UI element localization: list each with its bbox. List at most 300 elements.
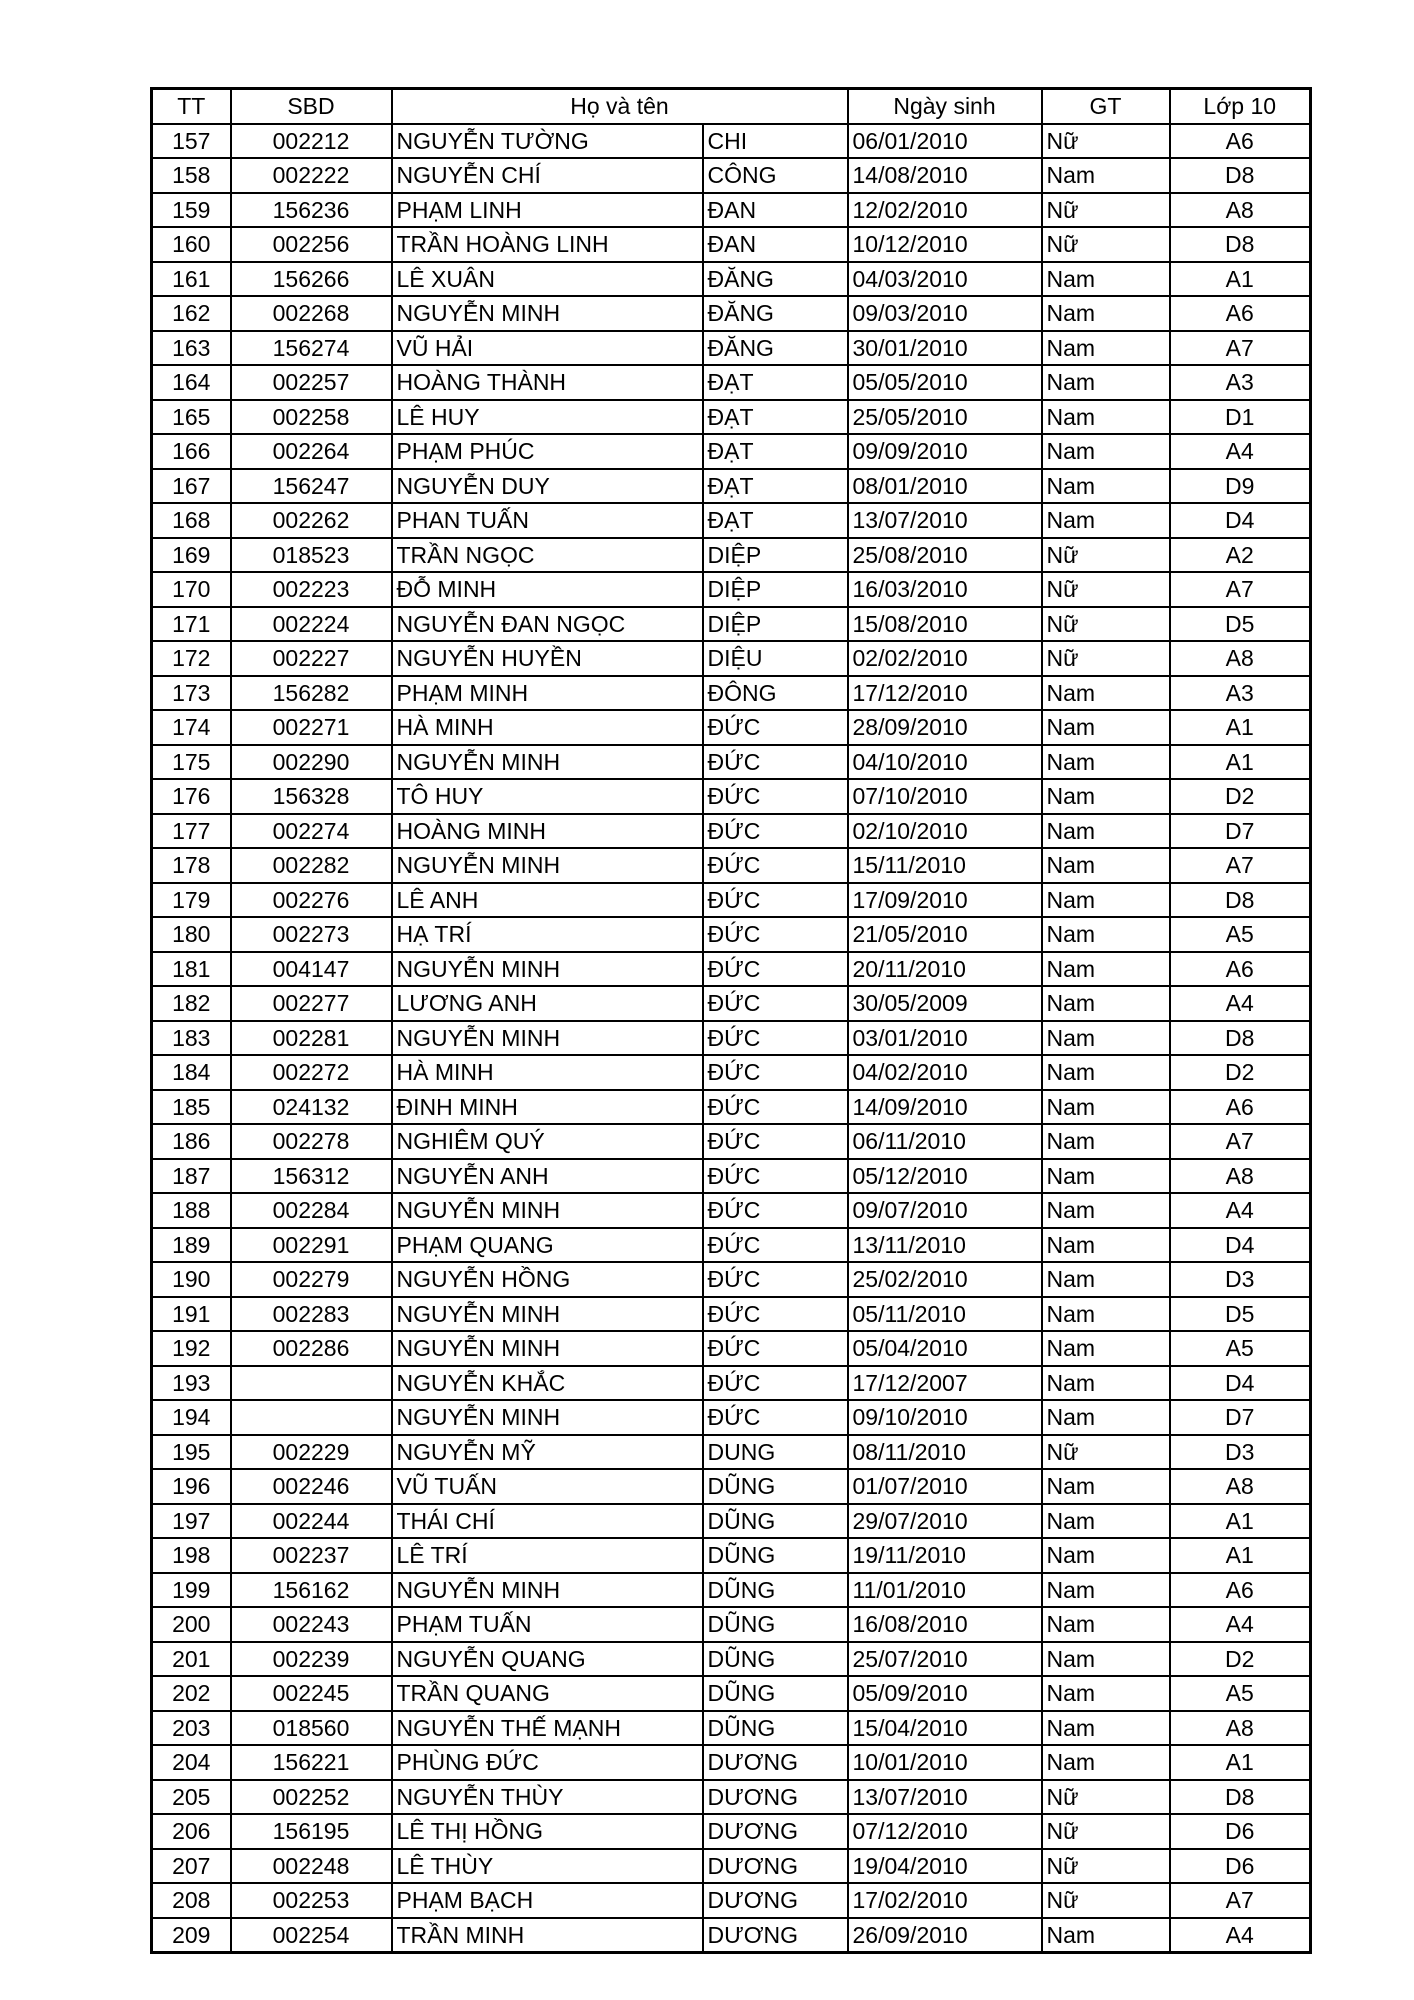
cell-gt: Nam <box>1042 917 1170 952</box>
cell-ngay-sinh: 09/10/2010 <box>848 1400 1042 1435</box>
cell-sbd: 002237 <box>231 1538 392 1573</box>
cell-gt: Nam <box>1042 710 1170 745</box>
cell-ngay-sinh: 19/04/2010 <box>848 1849 1042 1884</box>
cell-ngay-sinh: 05/04/2010 <box>848 1331 1042 1366</box>
cell-lop: D8 <box>1170 883 1311 918</box>
cell-ngay-sinh: 30/05/2009 <box>848 986 1042 1021</box>
table-row <box>152 1780 1311 1815</box>
cell-sbd: 002256 <box>231 227 392 262</box>
cell-tt: 170 <box>152 572 231 607</box>
cell-ten: DŨNG <box>703 1469 848 1504</box>
cell-ten: ĐỨC <box>703 1400 848 1435</box>
cell-tt: 203 <box>152 1711 231 1746</box>
cell-ho: NGUYỄN THẾ MẠNH <box>392 1711 703 1746</box>
cell-gt: Nữ <box>1042 1883 1170 1918</box>
cell-ngay-sinh: 10/12/2010 <box>848 227 1042 262</box>
cell-gt: Nam <box>1042 503 1170 538</box>
cell-tt: 163 <box>152 331 231 366</box>
cell-ho: NGUYỄN MINH <box>392 848 703 883</box>
cell-sbd: 002248 <box>231 1849 392 1884</box>
cell-gt: Nữ <box>1042 641 1170 676</box>
cell-gt: Nữ <box>1042 227 1170 262</box>
cell-ho: NGUYỄN MINH <box>392 296 703 331</box>
cell-ten: ĐÔNG <box>703 676 848 711</box>
cell-sbd: 002246 <box>231 1469 392 1504</box>
cell-ngay-sinh: 26/09/2010 <box>848 1918 1042 1953</box>
cell-ten: ĐỨC <box>703 1055 848 1090</box>
table-row <box>152 952 1311 987</box>
cell-lop: A4 <box>1170 1193 1311 1228</box>
cell-tt: 161 <box>152 262 231 297</box>
cell-lop: A8 <box>1170 1469 1311 1504</box>
cell-ten: ĐỨC <box>703 1159 848 1194</box>
cell-ten: ĐẠT <box>703 365 848 400</box>
cell-tt: 179 <box>152 883 231 918</box>
cell-ho: LÊ THỊ HỒNG <box>392 1814 703 1849</box>
cell-ngay-sinh: 16/08/2010 <box>848 1607 1042 1642</box>
cell-sbd: 002281 <box>231 1021 392 1056</box>
cell-ngay-sinh: 02/02/2010 <box>848 641 1042 676</box>
cell-gt: Nam <box>1042 296 1170 331</box>
cell-ngay-sinh: 07/10/2010 <box>848 779 1042 814</box>
cell-ngay-sinh: 29/07/2010 <box>848 1504 1042 1539</box>
table-row <box>152 1538 1311 1573</box>
cell-gt: Nam <box>1042 745 1170 780</box>
cell-tt: 168 <box>152 503 231 538</box>
table-row <box>152 779 1311 814</box>
table-row <box>152 1849 1311 1884</box>
cell-ten: ĐẠT <box>703 434 848 469</box>
cell-sbd: 002253 <box>231 1883 392 1918</box>
cell-tt: 160 <box>152 227 231 262</box>
cell-ho: NGUYỄN MINH <box>392 952 703 987</box>
cell-sbd: 156221 <box>231 1745 392 1780</box>
cell-tt: 209 <box>152 1918 231 1953</box>
cell-ten: ĐỨC <box>703 710 848 745</box>
cell-ngay-sinh: 09/07/2010 <box>848 1193 1042 1228</box>
cell-lop: D4 <box>1170 1366 1311 1401</box>
cell-gt: Nam <box>1042 1297 1170 1332</box>
cell-lop: D9 <box>1170 469 1311 504</box>
cell-gt: Nam <box>1042 400 1170 435</box>
cell-tt: 199 <box>152 1573 231 1608</box>
cell-sbd: 002272 <box>231 1055 392 1090</box>
cell-gt: Nam <box>1042 1607 1170 1642</box>
table-row <box>152 262 1311 297</box>
cell-tt: 204 <box>152 1745 231 1780</box>
cell-ten: ĐỨC <box>703 1228 848 1263</box>
cell-ngay-sinh: 14/08/2010 <box>848 158 1042 193</box>
cell-lop: A7 <box>1170 1124 1311 1159</box>
cell-sbd: 002257 <box>231 365 392 400</box>
cell-sbd: 156312 <box>231 1159 392 1194</box>
cell-sbd: 002252 <box>231 1780 392 1815</box>
cell-sbd: 002222 <box>231 158 392 193</box>
cell-gt: Nam <box>1042 1090 1170 1125</box>
cell-tt: 193 <box>152 1366 231 1401</box>
cell-lop: D2 <box>1170 1642 1311 1677</box>
cell-lop: A7 <box>1170 848 1311 883</box>
cell-tt: 159 <box>152 193 231 228</box>
cell-ngay-sinh: 06/01/2010 <box>848 124 1042 159</box>
table-row <box>152 1607 1311 1642</box>
cell-ho: HẠ TRÍ <box>392 917 703 952</box>
cell-ten: DƯƠNG <box>703 1849 848 1884</box>
table-row <box>152 986 1311 1021</box>
cell-gt: Nam <box>1042 434 1170 469</box>
cell-ten: ĐỨC <box>703 986 848 1021</box>
cell-lop: A1 <box>1170 745 1311 780</box>
cell-sbd: 156282 <box>231 676 392 711</box>
cell-lop: A5 <box>1170 917 1311 952</box>
cell-sbd: 002291 <box>231 1228 392 1263</box>
cell-sbd: 156274 <box>231 331 392 366</box>
cell-gt: Nam <box>1042 1573 1170 1608</box>
cell-ten: DŨNG <box>703 1504 848 1539</box>
cell-ngay-sinh: 13/07/2010 <box>848 1780 1042 1815</box>
cell-gt: Nam <box>1042 469 1170 504</box>
cell-lop: D8 <box>1170 1021 1311 1056</box>
cell-sbd: 002262 <box>231 503 392 538</box>
cell-ngay-sinh: 25/08/2010 <box>848 538 1042 573</box>
cell-ten: ĐỨC <box>703 1021 848 1056</box>
cell-sbd: 002271 <box>231 710 392 745</box>
cell-ten: DŨNG <box>703 1573 848 1608</box>
cell-ngay-sinh: 14/09/2010 <box>848 1090 1042 1125</box>
header-gt: GT <box>1042 89 1170 124</box>
cell-ngay-sinh: 15/11/2010 <box>848 848 1042 883</box>
cell-sbd: 002276 <box>231 883 392 918</box>
cell-sbd: 156195 <box>231 1814 392 1849</box>
cell-sbd: 156247 <box>231 469 392 504</box>
cell-ten: DIỆP <box>703 538 848 573</box>
cell-sbd: 002245 <box>231 1676 392 1711</box>
cell-tt: 192 <box>152 1331 231 1366</box>
cell-ten: ĐỨC <box>703 1124 848 1159</box>
cell-lop: A4 <box>1170 986 1311 1021</box>
cell-gt: Nam <box>1042 1366 1170 1401</box>
cell-ten: DƯƠNG <box>703 1883 848 1918</box>
cell-ho: NGUYỄN KHẮC <box>392 1366 703 1401</box>
cell-ho: NGUYỄN MỸ <box>392 1435 703 1470</box>
cell-ho: HOÀNG MINH <box>392 814 703 849</box>
table-row <box>152 227 1311 262</box>
cell-ho: ĐỖ MINH <box>392 572 703 607</box>
cell-tt: 176 <box>152 779 231 814</box>
cell-ngay-sinh: 04/10/2010 <box>848 745 1042 780</box>
cell-gt: Nam <box>1042 1676 1170 1711</box>
cell-ho: NGUYỄN TƯỜNG <box>392 124 703 159</box>
cell-ten: ĐAN <box>703 227 848 262</box>
cell-gt: Nam <box>1042 1021 1170 1056</box>
cell-sbd: 002227 <box>231 641 392 676</box>
cell-ho: NGUYỄN QUANG <box>392 1642 703 1677</box>
cell-tt: 182 <box>152 986 231 1021</box>
cell-ngay-sinh: 19/11/2010 <box>848 1538 1042 1573</box>
cell-ten: DUNG <box>703 1435 848 1470</box>
cell-gt: Nữ <box>1042 193 1170 228</box>
cell-gt: Nữ <box>1042 1814 1170 1849</box>
cell-ho: PHẠM PHÚC <box>392 434 703 469</box>
cell-gt: Nam <box>1042 952 1170 987</box>
cell-lop: A1 <box>1170 1538 1311 1573</box>
cell-ho: NGUYỄN HỒNG <box>392 1262 703 1297</box>
cell-tt: 205 <box>152 1780 231 1815</box>
cell-ten: DƯƠNG <box>703 1814 848 1849</box>
cell-ho: TRẦN NGỌC <box>392 538 703 573</box>
cell-ten: CÔNG <box>703 158 848 193</box>
cell-ho: NGUYỄN ANH <box>392 1159 703 1194</box>
table-row <box>152 1676 1311 1711</box>
cell-ho: NGUYỄN CHÍ <box>392 158 703 193</box>
cell-lop: D4 <box>1170 1228 1311 1263</box>
table-row <box>152 572 1311 607</box>
cell-sbd: 002224 <box>231 607 392 642</box>
cell-ngay-sinh: 07/12/2010 <box>848 1814 1042 1849</box>
cell-ho: LƯƠNG ANH <box>392 986 703 1021</box>
cell-ho: TÔ HUY <box>392 779 703 814</box>
cell-tt: 196 <box>152 1469 231 1504</box>
cell-tt: 208 <box>152 1883 231 1918</box>
cell-sbd: 024132 <box>231 1090 392 1125</box>
cell-tt: 187 <box>152 1159 231 1194</box>
cell-tt: 166 <box>152 434 231 469</box>
cell-lop: D1 <box>1170 400 1311 435</box>
cell-sbd: 002278 <box>231 1124 392 1159</box>
cell-sbd: 002244 <box>231 1504 392 1539</box>
cell-lop: D6 <box>1170 1814 1311 1849</box>
cell-ngay-sinh: 11/01/2010 <box>848 1573 1042 1608</box>
cell-ho: NGUYỄN MINH <box>392 1297 703 1332</box>
cell-ngay-sinh: 10/01/2010 <box>848 1745 1042 1780</box>
table-row <box>152 503 1311 538</box>
table-row <box>152 469 1311 504</box>
cell-ngay-sinh: 04/03/2010 <box>848 262 1042 297</box>
cell-ngay-sinh: 05/12/2010 <box>848 1159 1042 1194</box>
cell-ho: NGUYỄN MINH <box>392 1400 703 1435</box>
cell-gt: Nữ <box>1042 1780 1170 1815</box>
table-row <box>152 676 1311 711</box>
table-row <box>152 400 1311 435</box>
table-row <box>152 607 1311 642</box>
cell-sbd: 002229 <box>231 1435 392 1470</box>
table-row <box>152 710 1311 745</box>
cell-ten: ĐỨC <box>703 779 848 814</box>
cell-ho: NGUYỄN ĐAN NGỌC <box>392 607 703 642</box>
cell-sbd: 002286 <box>231 1331 392 1366</box>
cell-lop: A7 <box>1170 1883 1311 1918</box>
cell-sbd: 002274 <box>231 814 392 849</box>
cell-gt: Nam <box>1042 1400 1170 1435</box>
cell-sbd: 002268 <box>231 296 392 331</box>
cell-ten: DŨNG <box>703 1711 848 1746</box>
cell-gt: Nam <box>1042 331 1170 366</box>
cell-gt: Nam <box>1042 1055 1170 1090</box>
cell-ten: DƯƠNG <box>703 1745 848 1780</box>
cell-ho: PHẠM MINH <box>392 676 703 711</box>
cell-gt: Nữ <box>1042 1435 1170 1470</box>
table-row <box>152 1159 1311 1194</box>
cell-ho: TRẦN HOÀNG LINH <box>392 227 703 262</box>
table-row <box>152 1193 1311 1228</box>
cell-lop: D4 <box>1170 503 1311 538</box>
cell-sbd: 002279 <box>231 1262 392 1297</box>
table-row <box>152 1642 1311 1677</box>
cell-tt: 174 <box>152 710 231 745</box>
cell-tt: 194 <box>152 1400 231 1435</box>
cell-ten: DƯƠNG <box>703 1780 848 1815</box>
cell-gt: Nam <box>1042 365 1170 400</box>
cell-ten: ĐỨC <box>703 1262 848 1297</box>
cell-ten: DIỆP <box>703 607 848 642</box>
cell-lop: D2 <box>1170 779 1311 814</box>
cell-ten: DŨNG <box>703 1607 848 1642</box>
cell-ho: TRẦN QUANG <box>392 1676 703 1711</box>
cell-ngay-sinh: 25/02/2010 <box>848 1262 1042 1297</box>
cell-tt: 207 <box>152 1849 231 1884</box>
table-row <box>152 814 1311 849</box>
cell-ngay-sinh: 20/11/2010 <box>848 952 1042 987</box>
cell-gt: Nam <box>1042 676 1170 711</box>
cell-ngay-sinh: 05/11/2010 <box>848 1297 1042 1332</box>
cell-sbd: 002277 <box>231 986 392 1021</box>
cell-ho: VŨ TUẤN <box>392 1469 703 1504</box>
table-row <box>152 1435 1311 1470</box>
cell-sbd: 002258 <box>231 400 392 435</box>
cell-ngay-sinh: 01/07/2010 <box>848 1469 1042 1504</box>
table-row <box>152 1124 1311 1159</box>
table-row <box>152 1711 1311 1746</box>
cell-sbd: 002283 <box>231 1297 392 1332</box>
table-row <box>152 1021 1311 1056</box>
cell-ten: ĐẠT <box>703 503 848 538</box>
cell-lop: A6 <box>1170 1090 1311 1125</box>
table-row <box>152 1055 1311 1090</box>
header-sbd: SBD <box>231 89 392 124</box>
table-row <box>152 1918 1311 1953</box>
cell-ngay-sinh: 30/01/2010 <box>848 331 1042 366</box>
cell-gt: Nữ <box>1042 607 1170 642</box>
cell-tt: 180 <box>152 917 231 952</box>
cell-tt: 173 <box>152 676 231 711</box>
cell-ho: NGUYỄN DUY <box>392 469 703 504</box>
cell-ho: PHẠM TUẤN <box>392 1607 703 1642</box>
cell-sbd: 002282 <box>231 848 392 883</box>
cell-tt: 197 <box>152 1504 231 1539</box>
cell-ho: PHẠM BẠCH <box>392 1883 703 1918</box>
table-row <box>152 1366 1311 1401</box>
table-row <box>152 124 1311 159</box>
cell-ten: ĐẠT <box>703 400 848 435</box>
cell-gt: Nam <box>1042 1642 1170 1677</box>
cell-sbd: 002290 <box>231 745 392 780</box>
cell-ngay-sinh: 15/04/2010 <box>848 1711 1042 1746</box>
table-row <box>152 158 1311 193</box>
cell-ten: DIỆU <box>703 641 848 676</box>
cell-tt: 162 <box>152 296 231 331</box>
cell-gt: Nam <box>1042 1331 1170 1366</box>
cell-ho: NGUYỄN MINH <box>392 1331 703 1366</box>
cell-ngay-sinh: 17/12/2007 <box>848 1366 1042 1401</box>
cell-lop: A7 <box>1170 331 1311 366</box>
cell-sbd: 156236 <box>231 193 392 228</box>
cell-ho: NGUYỄN HUYỀN <box>392 641 703 676</box>
cell-lop: A4 <box>1170 434 1311 469</box>
cell-tt: 190 <box>152 1262 231 1297</box>
cell-ngay-sinh: 13/07/2010 <box>848 503 1042 538</box>
cell-ho: NGUYỄN MINH <box>392 1193 703 1228</box>
header-ho-va-ten: Họ và tên <box>392 89 848 124</box>
cell-lop: A1 <box>1170 1504 1311 1539</box>
cell-ten: ĐỨC <box>703 917 848 952</box>
cell-gt: Nữ <box>1042 1849 1170 1884</box>
cell-lop: A4 <box>1170 1918 1311 1953</box>
cell-lop: A1 <box>1170 262 1311 297</box>
cell-ngay-sinh: 05/09/2010 <box>848 1676 1042 1711</box>
cell-gt: Nam <box>1042 814 1170 849</box>
cell-tt: 185 <box>152 1090 231 1125</box>
cell-gt: Nam <box>1042 1228 1170 1263</box>
cell-tt: 164 <box>152 365 231 400</box>
table-row <box>152 1090 1311 1125</box>
cell-ho: NGUYỄN MINH <box>392 745 703 780</box>
table-row <box>152 1573 1311 1608</box>
cell-gt: Nam <box>1042 1918 1170 1953</box>
cell-ho: ĐINH MINH <box>392 1090 703 1125</box>
cell-ten: DŨNG <box>703 1642 848 1677</box>
cell-sbd: 018523 <box>231 538 392 573</box>
table-row <box>152 331 1311 366</box>
cell-ho: TRẦN MINH <box>392 1918 703 1953</box>
cell-ngay-sinh: 08/11/2010 <box>848 1435 1042 1470</box>
cell-sbd: 002264 <box>231 434 392 469</box>
cell-ho: LÊ TRÍ <box>392 1538 703 1573</box>
student-list-table <box>150 87 1312 1954</box>
cell-gt: Nam <box>1042 1711 1170 1746</box>
cell-ngay-sinh: 21/05/2010 <box>848 917 1042 952</box>
cell-gt: Nam <box>1042 1193 1170 1228</box>
cell-tt: 201 <box>152 1642 231 1677</box>
cell-sbd <box>231 1366 392 1401</box>
cell-sbd: 004147 <box>231 952 392 987</box>
cell-tt: 183 <box>152 1021 231 1056</box>
cell-tt: 200 <box>152 1607 231 1642</box>
table-row <box>152 745 1311 780</box>
cell-lop: A3 <box>1170 365 1311 400</box>
cell-sbd <box>231 1400 392 1435</box>
cell-ho: PHÙNG ĐỨC <box>392 1745 703 1780</box>
cell-ho: PHẠM QUANG <box>392 1228 703 1263</box>
cell-gt: Nam <box>1042 1504 1170 1539</box>
cell-ho: NGUYỄN MINH <box>392 1021 703 1056</box>
cell-tt: 167 <box>152 469 231 504</box>
cell-lop: A5 <box>1170 1676 1311 1711</box>
cell-ho: HÀ MINH <box>392 1055 703 1090</box>
table-row <box>152 917 1311 952</box>
cell-tt: 206 <box>152 1814 231 1849</box>
cell-ho: NGUYỄN MINH <box>392 1573 703 1608</box>
cell-lop: D2 <box>1170 1055 1311 1090</box>
cell-ten: DƯƠNG <box>703 1918 848 1953</box>
cell-lop: A1 <box>1170 1745 1311 1780</box>
cell-gt: Nam <box>1042 779 1170 814</box>
table-row <box>152 1469 1311 1504</box>
cell-lop: A6 <box>1170 124 1311 159</box>
cell-ho: PHẠM LINH <box>392 193 703 228</box>
cell-ngay-sinh: 17/09/2010 <box>848 883 1042 918</box>
cell-ngay-sinh: 25/07/2010 <box>848 1642 1042 1677</box>
cell-tt: 157 <box>152 124 231 159</box>
